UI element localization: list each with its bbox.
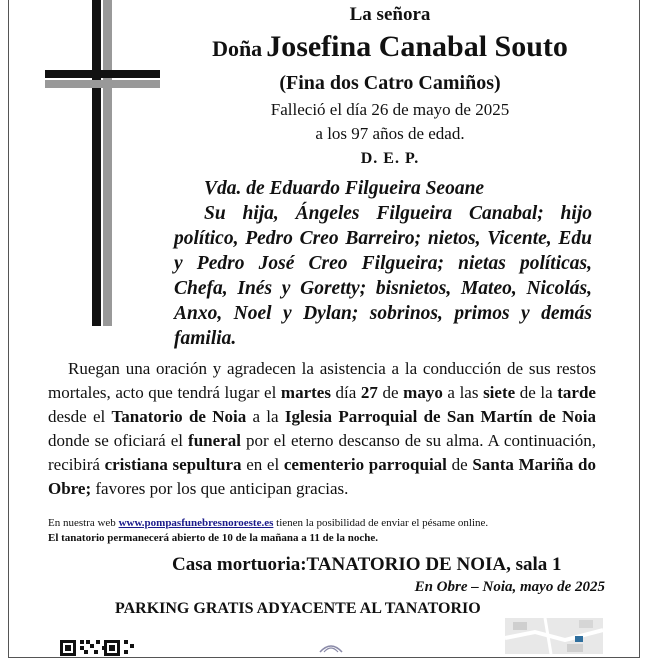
note-text: tienen la posibilidad de enviar el pésame online.: [273, 517, 489, 529]
name-prefix: Doña: [212, 36, 263, 61]
bold-run: funeral: [188, 431, 241, 450]
text-run: a las: [442, 383, 484, 402]
text-run: día: [330, 383, 361, 402]
bold-run: siete: [483, 383, 516, 402]
condolence-note: [48, 517, 488, 529]
salutation: La señora: [349, 4, 431, 25]
bold-run: tarde: [557, 383, 596, 402]
qr-code-icon[interactable]: [60, 636, 140, 656]
death-date: Falleció el día 26 de mayo de 2025: [270, 100, 510, 119]
bold-run: mayo: [403, 383, 443, 402]
emblem-icon: [318, 640, 344, 654]
bold-run: Santa Mariña do Obre;: [48, 455, 596, 498]
bold-run: 27: [360, 383, 378, 402]
opening-hours-note: El tanatorio permanecerá abierto de 10 de la mañana a 11 de la noche.: [48, 532, 378, 544]
place-date: En Obre – Noia, mayo de 2025: [414, 579, 605, 595]
bold-run: Tanatorio de Noia: [111, 407, 247, 426]
bold-run: cementerio parroquial: [283, 455, 447, 474]
text-run: donde se oficiará el: [48, 431, 189, 450]
text-run: a la: [246, 407, 285, 426]
text-run: desde el: [48, 407, 112, 426]
text-run: de la: [515, 383, 558, 402]
text-run: Ruegan una oración y agradecen la asistencia a la conducción de sus restos mortales, acto que tendrá lugar el: [48, 359, 596, 402]
funeral-home: Casa mortuoria:TANATORIO DE NOIA, sala 1: [172, 554, 562, 575]
note-text: En nuestra web: [48, 517, 119, 529]
widow-line: Vda. de Eduardo Filgueira Seoane: [204, 178, 485, 199]
dep-line: D. E. P.: [360, 150, 420, 167]
text-run: por el eterno descanso de su alma. A continuación, recibirá: [48, 431, 596, 474]
announcement-paragraph: [48, 357, 596, 501]
nickname: (Fina dos Catro Camiños): [279, 72, 501, 94]
relatives-paragraph: Su hija, Ángeles Filgueira Canabal; hijo político, Pedro Creo Barreiro; nietos, Vicente, Edu y Pedro José Creo Filgueira; nietas políticas, Chefa, Inés y Goretty; bisnietos, Mateo, Nicolás, Anxo, Noel y Dylan; sobrinos, primos y demás familia.: [174, 203, 592, 349]
deceased-name: Josefina Canabal Souto: [266, 30, 568, 63]
text-run: favores por los que anticipan gracias.: [91, 479, 349, 498]
text-run: de: [446, 455, 473, 474]
map-thumbnail[interactable]: [505, 618, 603, 654]
bold-run: cristiana sepultura: [104, 455, 242, 474]
age-line: a los 97 años de edad.: [315, 124, 465, 143]
parking-note: PARKING GRATIS ADYACENTE AL TANATORIO: [115, 600, 481, 617]
bold-run: Iglesia Parroquial de San Martín de Noia: [284, 407, 596, 426]
website-link[interactable]: www.pompasfunebresnoroeste.es: [118, 517, 274, 529]
deceased-name-line: [0, 30, 650, 64]
text-run: en el: [241, 455, 284, 474]
text-run: de: [377, 383, 404, 402]
family-block: [174, 176, 592, 351]
bold-run: martes: [280, 383, 331, 402]
